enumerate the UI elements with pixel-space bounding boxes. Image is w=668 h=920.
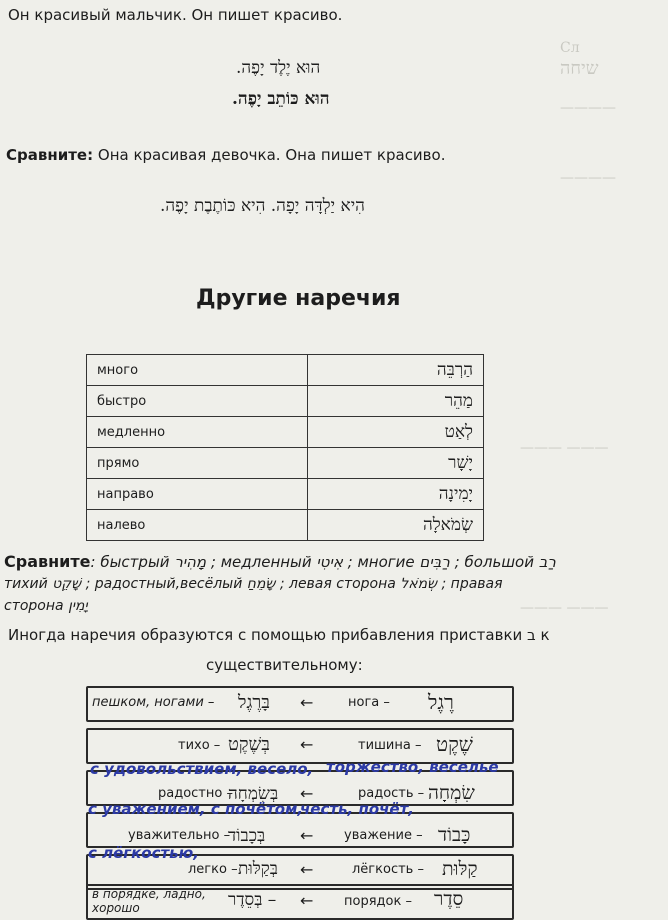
adverb-he: הַרְבֵּה — [307, 355, 483, 386]
compare2-line2: тихий שָׁקֵט ; радостный,весёлый שָׂמֵחַ ; левая сторона שְׂמֹאל ; правая — [4, 576, 503, 592]
hebrew-line-2: הוּא כּוֹתֵב יָפֶה. — [232, 89, 330, 109]
derived-row — [86, 884, 514, 920]
adverbs-table — [86, 354, 484, 541]
adverb-ru: быстро — [87, 386, 308, 417]
noun-ru: уважение – — [344, 828, 423, 843]
derived-adverb: בְּשֶׁקֶט — [228, 734, 270, 755]
arrow-left-icon: ← — [300, 826, 314, 845]
table-row — [87, 510, 484, 541]
bleed-text: ——— ——— — [520, 440, 609, 456]
compare-line — [6, 146, 445, 164]
bleed-text: ———— — [560, 170, 616, 186]
noun-ru: порядок – — [344, 894, 412, 909]
compare2-line1 — [4, 552, 556, 571]
handwritten-note: торжество, веселье — [326, 758, 499, 776]
derived-adverb: בְּכָבוֹד — [228, 826, 266, 846]
adverb-ru: медленно — [87, 417, 308, 448]
bleed-text: ——— ——— — [520, 600, 609, 616]
compare2-line3: сторона יָמִין — [4, 598, 88, 614]
noun-he: סֵדֶר — [434, 888, 464, 910]
adverb-he: לְאַט — [307, 417, 483, 448]
adverb-ru: радостно – — [158, 786, 233, 801]
adverb-he: מַהֵר — [307, 386, 483, 417]
noun-ru: нога – — [348, 695, 390, 710]
noun-he: קַלּוּת — [442, 858, 478, 880]
table-row — [87, 479, 484, 510]
adverb-ru: налево — [87, 510, 308, 541]
top-sentence: Он красивый мальчик. Он пишет красиво. — [8, 6, 343, 24]
handwritten-note: честь, почёт, — [300, 800, 414, 818]
compare-label: Сравните: — [6, 146, 94, 164]
adverb-ru: много — [87, 355, 308, 386]
derived-adverb: – בְּסֵדֶר — [228, 890, 277, 910]
bleed-text: Сл — [560, 40, 580, 56]
noun-ru: тишина – — [358, 738, 422, 753]
bleed-text: ———— — [560, 100, 616, 116]
adverb-he: יָשָׁר — [307, 448, 483, 479]
section-title: Другие наречия — [196, 286, 401, 311]
compare-text: Она красивая девочка. Она пишет красиво. — [97, 146, 446, 164]
adverb-ru: прямо — [87, 448, 308, 479]
arrow-left-icon: ← — [300, 784, 314, 803]
table-row — [87, 417, 484, 448]
adverb-ru: уважительно – — [128, 828, 231, 843]
handwritten-note: с лёгкостью, — [88, 844, 199, 862]
noun-he: רֶגֶל — [428, 690, 454, 714]
compare-hebrew: הִיא יַלְדָּה יָפָה. הִיא כּוֹתֶבֶת יָפֶה. — [160, 196, 365, 216]
table-row — [87, 448, 484, 479]
adverb-ru: направо — [87, 479, 308, 510]
table-row — [87, 355, 484, 386]
bleed-text: שיחה — [560, 58, 599, 79]
note-line-2: существительному: — [206, 656, 363, 674]
adverb-ru: тихо – — [178, 738, 221, 753]
derived-adverb: בָּרֶגֶל — [238, 692, 270, 713]
adverb-ru: легко – — [188, 862, 238, 877]
handwritten-note: с уважением, с почётом, — [88, 800, 304, 818]
adverb-he: יָמִינָה — [307, 479, 483, 510]
hebrew-line-1: הוּא יֶלֶד יָפֶה. — [236, 58, 321, 78]
derived-adverb: בְּשִׂמְחָה — [228, 784, 279, 804]
note-line-1: Иногда наречия образуются с помощью прибавления приставки ב к — [8, 626, 550, 644]
noun-ru: радость – — [358, 786, 425, 801]
noun-ru: лёгкость – — [352, 862, 424, 877]
arrow-left-icon: ← — [300, 860, 314, 879]
compare2-text-1: : быстрый מָהִיר ; медленный אִיטִי ; многие רַבִּים ; большой רַב — [90, 553, 556, 571]
noun-he: שֶׁקֶט — [436, 732, 473, 756]
table-row — [87, 386, 484, 417]
arrow-left-icon: ← — [300, 891, 314, 910]
derived-adverb: בְּקַלּוּת — [238, 859, 278, 879]
noun-he: שִׂמְחָה — [428, 782, 475, 804]
handwritten-note: с удовольствием, весело, — [90, 760, 314, 778]
arrow-left-icon: ← — [300, 735, 314, 754]
derived-row — [86, 686, 514, 722]
handwritten-left: пешком, ногами – — [92, 695, 215, 710]
adverb-he: שְׂמֹאלָה — [307, 510, 483, 541]
handwritten-left: в порядке, ладно, хорошо — [92, 887, 206, 915]
arrow-left-icon: ← — [300, 693, 314, 712]
compare2-label: Сравните — [4, 552, 91, 571]
noun-he: כָּבוֹד — [438, 824, 471, 846]
